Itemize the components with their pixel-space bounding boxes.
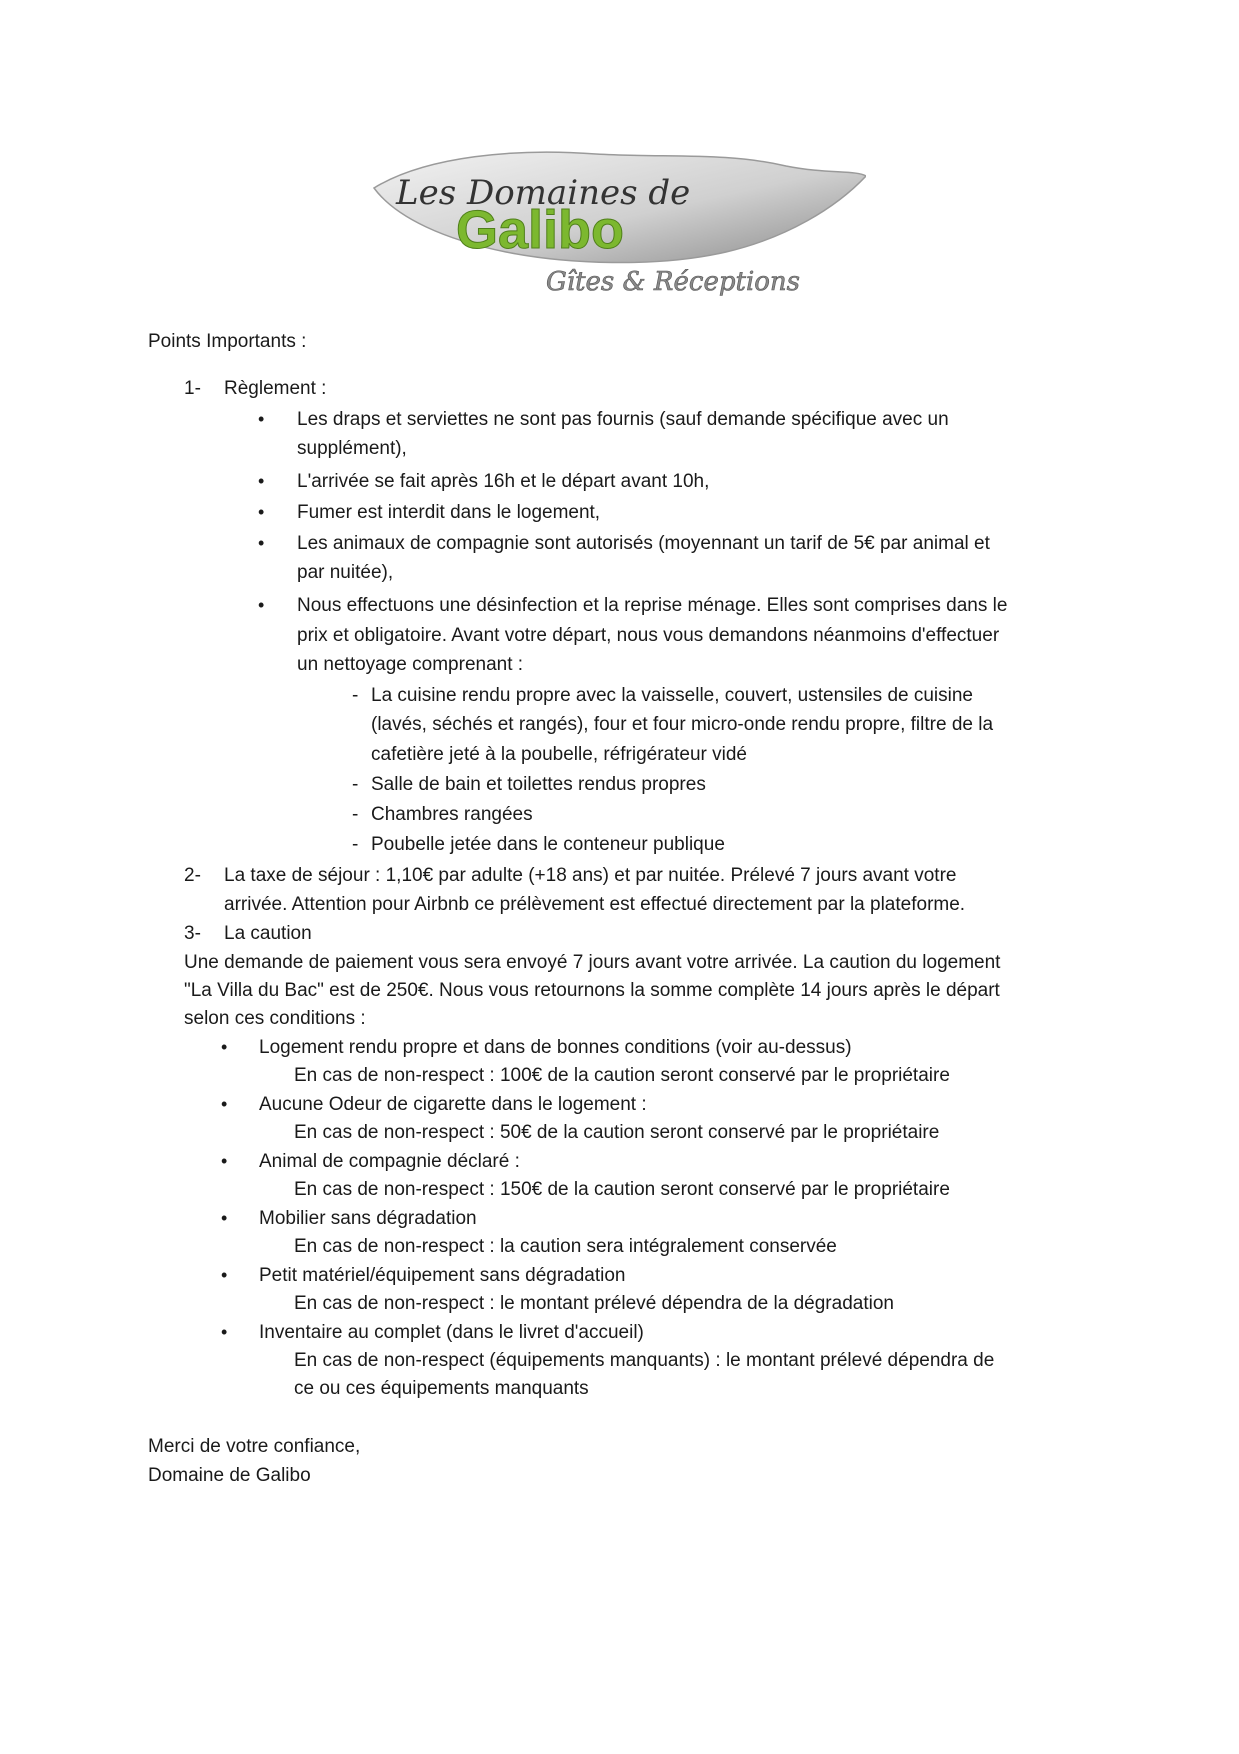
section-3-number: 3- [184,923,201,944]
bullet-marker: • [221,1037,228,1057]
condition-6-consequence-line-2: ce ou ces équipements manquants [294,1378,589,1399]
dash-marker: - [352,804,359,825]
section-2-number: 2- [184,865,201,886]
condition-5-label: Petit matériel/équipement sans dégradation [259,1265,626,1286]
section-1-bullet-1-line-1: Les draps et serviettes ne sont pas fournis (sauf demande spécifique avec un [297,409,949,430]
bullet-marker: • [221,1322,228,1342]
logo-line-3: Gîtes & Réceptions [546,267,800,297]
condition-3-consequence-line-1: En cas de non-respect : 150€ de la caution seront conservé par le propriétaire [294,1179,950,1200]
subitem-1-line-1: La cuisine rendu propre avec la vaisselle, couvert, ustensiles de cuisine [371,685,973,706]
section-1-number: 1- [184,378,201,399]
section-3-paragraph-line-1: Une demande de paiement vous sera envoyé 7 jours avant votre arrivée. La caution du logement [184,952,1001,973]
condition-2-label: Aucune Odeur de cigarette dans le logement : [259,1094,647,1115]
section-1-title: Règlement : [224,378,327,399]
bullet-marker: • [258,471,265,491]
subitem-3-line-1: Chambres rangées [371,804,533,825]
condition-3-label: Animal de compagnie déclaré : [259,1151,520,1172]
bullet-marker: • [258,502,265,522]
section-1-bullet-3-line-1: Fumer est interdit dans le logement, [297,502,601,523]
intro-heading: Points Importants : [148,331,307,352]
condition-1-label: Logement rendu propre et dans de bonnes conditions (voir au-dessus) [259,1037,852,1058]
dash-marker: - [352,834,359,855]
bullet-marker: • [258,409,265,429]
subitem-4-line-1: Poubelle jetée dans le conteneur publique [371,834,725,855]
section-2-line-1: La taxe de séjour : 1,10€ par adulte (+18 ans) et par nuitée. Prélevé 7 jours avant votre [224,865,957,886]
dash-marker: - [352,774,359,795]
subitem-1-line-2: (lavés, séchés et rangés), four et four micro-onde rendu propre, filtre de la [371,714,994,735]
logo-line-2: Galibo [456,200,625,260]
condition-1-consequence-line-1: En cas de non-respect : 100€ de la caution seront conservé par le propriétaire [294,1065,950,1086]
section-1-bullet-5-line-3: un nettoyage comprenant : [297,654,524,675]
condition-4-label: Mobilier sans dégradation [259,1208,477,1229]
dash-marker: - [352,685,359,706]
bullet-marker: • [258,533,265,553]
section-3-paragraph-line-3: selon ces conditions : [184,1008,366,1029]
section-1-bullet-5-line-1: Nous effectuons une désinfection et la reprise ménage. Elles sont comprises dans le [297,595,1008,616]
section-3-paragraph-line-2: "La Villa du Bac" est de 250€. Nous vous retournons la somme complète 14 jours après le départ [184,980,1000,1001]
closing-signature: Domaine de Galibo [148,1465,311,1486]
condition-4-consequence-line-1: En cas de non-respect : la caution sera intégralement conservée [294,1236,837,1257]
bullet-marker: • [221,1265,228,1285]
condition-2-consequence-line-1: En cas de non-respect : 50€ de la caution seront conservé par le propriétaire [294,1122,940,1143]
section-3-title: La caution [224,923,312,944]
section-1-bullet-1-line-2: supplément), [297,438,407,459]
section-1-bullet-4-line-2: par nuitée), [297,562,394,583]
bullet-marker: • [221,1208,228,1228]
section-2-line-2: arrivée. Attention pour Airbnb ce prélèvement est effectué directement par la plateforme. [224,894,966,915]
condition-6-consequence-line-1: En cas de non-respect (équipements manquants) : le montant prélevé dépendra de [294,1350,995,1371]
bullet-marker: • [258,595,265,615]
section-1-bullet-4-line-1: Les animaux de compagnie sont autorisés (moyennant un tarif de 5€ par animal et [297,533,990,554]
section-1-bullet-2-line-1: L'arrivée se fait après 16h et le départ avant 10h, [297,471,710,492]
logo-line-1: Les Domaines de [396,173,691,213]
bullet-marker: • [221,1094,228,1114]
condition-6-label: Inventaire au complet (dans le livret d'accueil) [259,1322,644,1343]
closing-thanks: Merci de votre confiance, [148,1436,361,1457]
galibo-logo [366,148,866,313]
section-1-bullet-5-line-2: prix et obligatoire. Avant votre départ, nous vous demandons néanmoins d'effectuer [297,625,1000,646]
subitem-1-line-3: cafetière jeté à la poubelle, réfrigérateur vidé [371,744,748,765]
subitem-2-line-1: Salle de bain et toilettes rendus propres [371,774,706,795]
bullet-marker: • [221,1151,228,1171]
condition-5-consequence-line-1: En cas de non-respect : le montant prélevé dépendra de la dégradation [294,1293,894,1314]
